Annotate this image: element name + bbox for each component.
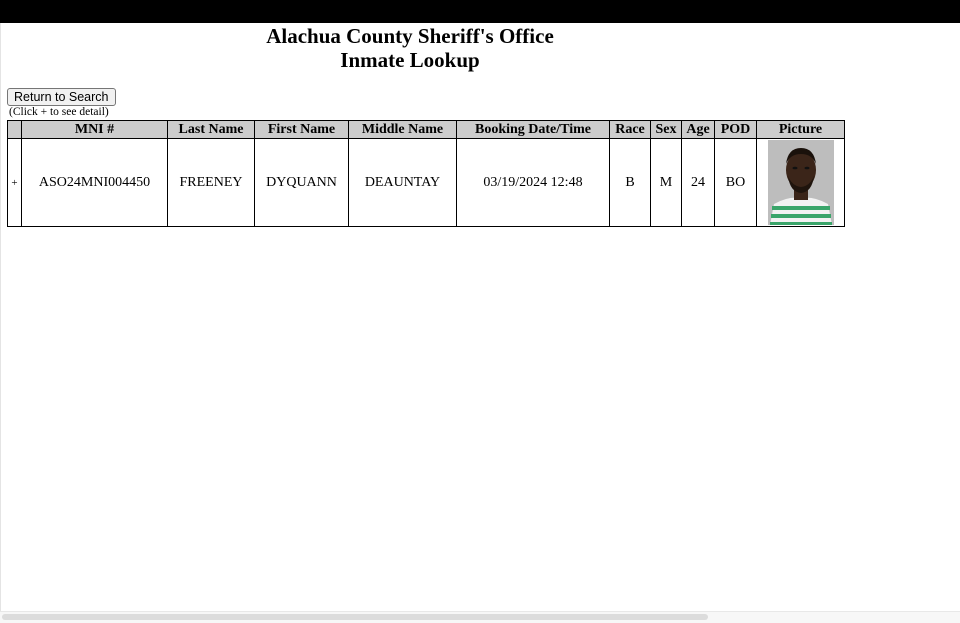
table-row	[8, 139, 845, 227]
scrollbar-thumb[interactable]	[2, 614, 708, 620]
page-title: Alachua County Sheriff's Office	[266, 24, 554, 48]
col-mni: MNI #	[22, 121, 168, 139]
col-last-name: Last Name	[168, 121, 255, 139]
cell-first-name: DYQUANN	[255, 139, 349, 227]
detail-hint: (Click + to see detail)	[9, 106, 109, 118]
col-pod: POD	[715, 121, 757, 139]
col-first-name: First Name	[255, 121, 349, 139]
cell-sex: M	[651, 139, 682, 227]
inmate-photo[interactable]	[768, 140, 834, 225]
page-subtitle: Inmate Lookup	[340, 48, 480, 72]
page-heading	[0, 24, 820, 72]
col-middle-name: Middle Name	[349, 121, 457, 139]
cell-pod: BO	[715, 139, 757, 227]
expand-detail-toggle[interactable]: +	[8, 139, 22, 227]
cell-middle-name: DEAUNTAY	[349, 139, 457, 227]
cell-mni: ASO24MNI004450	[22, 139, 168, 227]
results-table	[7, 120, 845, 227]
return-to-search-button[interactable]: Return to Search	[7, 88, 116, 106]
col-age: Age	[682, 121, 715, 139]
window-edge	[0, 23, 1, 623]
cell-race: B	[610, 139, 651, 227]
col-booking: Booking Date/Time	[457, 121, 610, 139]
table-header-row	[8, 121, 845, 139]
cell-booking: 03/19/2024 12:48	[457, 139, 610, 227]
cell-age: 24	[682, 139, 715, 227]
inmate-photo-image	[768, 140, 834, 225]
col-race: Race	[610, 121, 651, 139]
col-sex: Sex	[651, 121, 682, 139]
cell-picture	[757, 139, 845, 227]
cell-last-name: FREENEY	[168, 139, 255, 227]
col-expand	[8, 121, 22, 139]
browser-top-bar	[0, 0, 960, 23]
horizontal-scrollbar[interactable]	[0, 611, 960, 623]
col-picture: Picture	[757, 121, 845, 139]
